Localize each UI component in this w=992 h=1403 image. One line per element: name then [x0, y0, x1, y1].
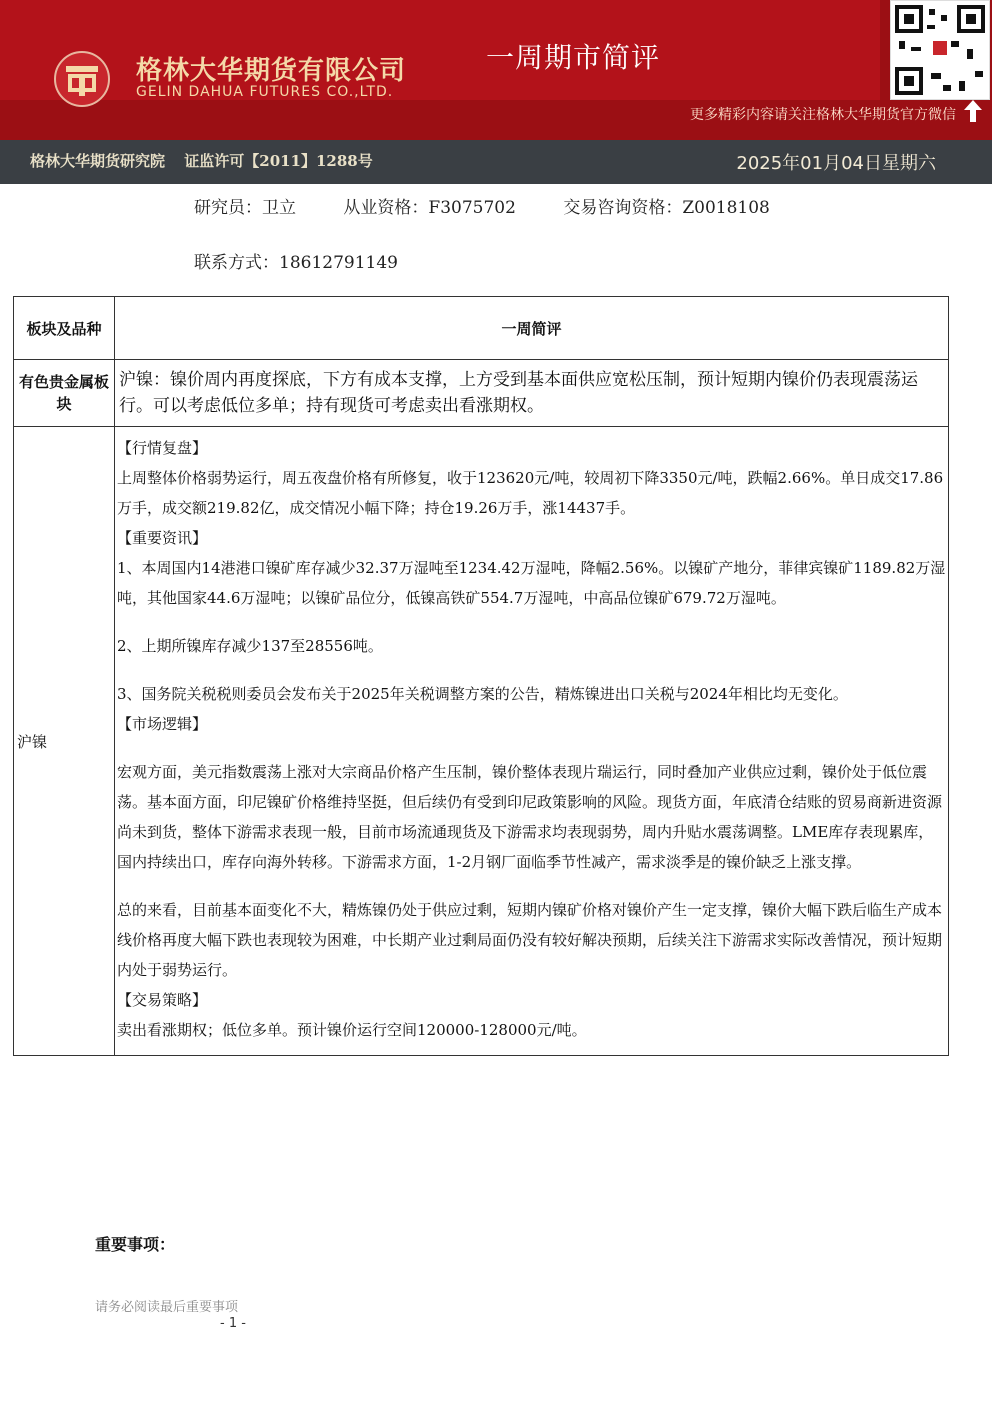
product-label: 沪镍: [14, 427, 115, 1056]
sector-summary: 沪镍：镍价周内再度探底，下方有成本支撑，上方受到基本面供应宽松压制，预计短期内镍价仍表现震荡运行。可以考虑低位多单；持有现货可考虑卖出看涨期权。: [115, 360, 949, 427]
header-sector-product: 板块及品种: [14, 297, 115, 360]
report-title: 一周期市简评: [486, 41, 661, 74]
practice-cert: 从业资格：F3075702: [343, 198, 516, 218]
news-item: 3、国务院关税税则委员会发布关于2025年关税调整方案的公告，精炼镍进出口关税与2024年相比均无变化。: [117, 685, 848, 703]
footer-note: 请务必阅读最后重要事项: [95, 1300, 239, 1315]
news-item: 2、上期所镍库存减少137至28556吨。: [117, 637, 383, 655]
company-logo-icon: [48, 50, 116, 108]
researcher: 研究员：卫立: [194, 198, 296, 218]
wechat-qr-code[interactable]: [890, 0, 990, 100]
analyst-info: [194, 193, 812, 218]
header-band: [0, 0, 880, 100]
market-review-body: 上周整体价格弱势运行，周五夜盘价格有所修复，收于123620元/吨，较周初下降3350元/吨，跌幅2.66%。单日成交17.86万手，成交额219.82亿，成交情况小幅下降；持仓19.26万手，涨14437手。: [117, 469, 944, 517]
review-table: [13, 296, 949, 1056]
page-header: [0, 0, 992, 140]
license-number: 证监许可【2011】1288号: [184, 152, 373, 170]
company-name-cn: 格林大华期货有限公司: [136, 56, 407, 86]
contact-info: 联系方式：18612791149: [194, 253, 398, 273]
institute-name: 格林大华期货研究院: [30, 152, 166, 170]
market-logic-paragraph: 宏观方面，美元指数震荡上涨对大宗商品价格产生压制，镍价整体表现片瑞运行，同时叠加产业供应过剩，镍价处于低位震荡。基本面方面，印尼镍矿价格维持坚挺，但后续仍有受到印尼政策影响的风险。现货方面，年底清仓结账的贸易商新进资源尚未到货，整体下游需求表现一般，目前市场流通现货及下游需求均表现弱势，周内升贴水震荡调整。LME库存表现累库，国内持续出口，库存向海外转移。下游需求方面，1-2月钢厂面临季节性减产，需求淡季是的镍价缺乏上涨支撑。: [117, 763, 943, 871]
section-title-strategy: 【交易策略】: [117, 991, 208, 1009]
table-row: [14, 360, 949, 427]
company-name-en: GELIN DAHUA FUTURES CO.,LTD.: [136, 84, 394, 100]
section-title-key-news: 【重要资讯】: [117, 529, 208, 547]
strategy-body: 卖出看涨期权；低位多单。预计镍价运行空间120000-128000元/吨。: [117, 1021, 587, 1039]
important-notes-title: 重要事项：: [95, 1235, 176, 1254]
page-number: - 1 -: [220, 1316, 246, 1331]
product-review: [115, 427, 949, 1056]
news-item: 1、本周国内14港港口镍矿库存减少32.37万湿吨至1234.42万湿吨，降幅2.56%。以镍矿产地分，菲律宾镍矿1189.82万湿吨，其他国家44.6万湿吨；以镍矿品位分，低镍高铁矿554.7万湿吨，中高品位镍矿679.72万湿吨。: [117, 559, 946, 607]
institute-license: [30, 150, 373, 171]
table-header-row: [14, 297, 949, 360]
market-logic-paragraph: 总的来看，目前基本面变化不大，精炼镍仍处于供应过剩，短期内镍矿价格对镍价产生一定支撑，镍价大幅下跌后临生产成本线价格再度大幅下跌也表现较为困难，中长期产业过剩局面仍没有较好解决预期，后续关注下游需求实际改善情况，预计短期内处于弱势运行。: [117, 901, 943, 979]
wechat-follow-note: 更多精彩内容请关注格林大华期货官方微信: [690, 107, 956, 123]
section-title-market-review: 【行情复盘】: [117, 439, 208, 457]
section-title-market-logic: 【市场逻辑】: [117, 715, 208, 733]
report-date: 2025年01月04日星期六: [736, 153, 936, 174]
table-row: [14, 427, 949, 1056]
header-weekly-review: 一周简评: [115, 297, 949, 360]
up-arrow-icon: [964, 100, 982, 122]
qr-code-icon: [891, 1, 989, 99]
advisory-cert: 交易咨询资格：Z0018108: [563, 198, 770, 218]
sector-label: 有色贵金属板块: [14, 360, 115, 427]
